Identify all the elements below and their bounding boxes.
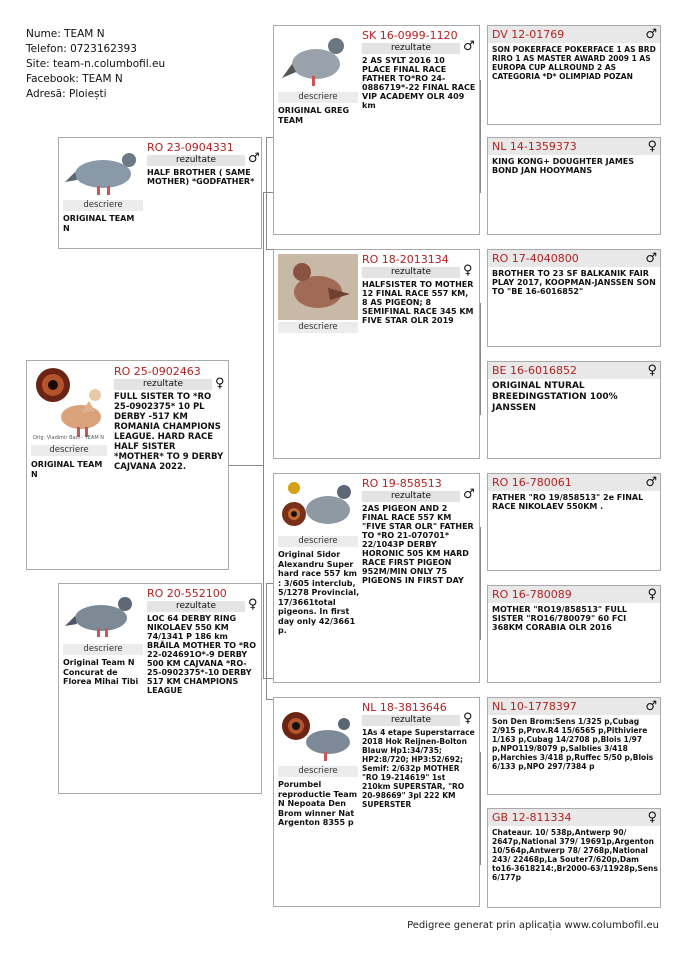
card-header [488, 250, 660, 267]
mother-card[interactable] [58, 583, 262, 794]
male-symbol: ♂ [645, 27, 657, 42]
gg-desc: ORIGINAL NTURAL BREEDINGSTATION 100% JANSSEN [492, 381, 618, 413]
card-header [488, 474, 660, 491]
ff-card[interactable] [273, 25, 480, 235]
father-card[interactable] [58, 137, 262, 249]
pigeon-photo [278, 702, 358, 764]
gg-desc: FATHER "RO 19/858513" 2e FINAL RACE NIKOLAEV 550KM . [492, 493, 644, 511]
female-symbol: ♀ [647, 587, 657, 602]
mm-note: Porumbel reproductie Team N Nepoata Den Brom winner Nat Argenton 8355 p [278, 780, 358, 827]
gg-card[interactable] [487, 808, 661, 908]
mf-card[interactable] [273, 473, 480, 683]
mm-card[interactable] [273, 697, 480, 907]
connector-line [480, 80, 481, 193]
desc-button[interactable]: descriere [278, 766, 358, 777]
connector-line [480, 303, 481, 415]
gg-desc: BROTHER TO 23 SF BALKANIK FAIR PLAY 2017, KOOPMAN-JANSSEN SON TO "BE 16-6016852" [492, 269, 656, 296]
desc-button[interactable]: descriere [278, 92, 358, 103]
mf-note: Original Sidor Alexandru Super hard race 557 km : 3/605 interclub, 5/1278 Provincial, 17/3661total pigeons. In first day only 42/3661 p. [278, 550, 360, 635]
results-label[interactable]: rezultate [362, 491, 460, 502]
male-symbol: ♂ [645, 251, 657, 266]
results-label[interactable]: rezultate [362, 715, 460, 726]
male-symbol: ♂ [463, 39, 475, 54]
father-ring[interactable]: RO 23-0904331 [147, 141, 234, 154]
female-symbol: ♀ [647, 139, 657, 154]
card-header [488, 362, 660, 379]
subject-note: ORIGINAL TEAM N [31, 460, 103, 479]
ff-ring[interactable]: SK 16-0999-1120 [362, 29, 458, 42]
results-label[interactable]: rezultate [362, 267, 460, 278]
female-symbol: ♀ [647, 363, 657, 378]
connector-line [480, 752, 481, 865]
gg-desc: Chateaur. 10/ 538p,Antwerp 90/ 2647p,National 379/ 19691p,Argenton 10/564p,Antwerp 78/ 2768p,National 243/ 22468p,La Souter7/620p,Dam to16-3618214:,Br2000-63/11928p,Sens 6/177p [492, 828, 658, 882]
gg-ring[interactable]: NL 10-1778397 [492, 700, 577, 713]
owner-phone: Telefon: 0723162393 [26, 43, 137, 55]
gg-card[interactable] [487, 137, 661, 235]
mother-ring[interactable]: RO 20-552100 [147, 587, 227, 600]
card-header [488, 809, 660, 826]
male-symbol: ♂ [463, 487, 475, 502]
male-symbol: ♂ [645, 475, 657, 490]
fm-ring[interactable]: RO 18-2013134 [362, 253, 449, 266]
pigeon-photo [31, 365, 107, 443]
gg-desc: Son Den Brom:Sens 1/325 p,Cubag 2/915 p,Prov.R4 15/6565 p,Pithiviere 1/163 p,Cubag 14/2708 p,Blois 1/97 p,NPO119/8079 p,Salblies 3/418 p,Harchies 3/418 p,Ruffec 5/50 p,Blois 6/133 p,NPO 297/7384 p [492, 717, 654, 771]
gg-card[interactable] [487, 473, 661, 571]
results-label[interactable]: rezultate [114, 379, 212, 390]
connector-line [480, 527, 481, 640]
card-header [488, 26, 660, 43]
desc-button[interactable]: descriere [63, 200, 143, 211]
gg-card[interactable] [487, 361, 661, 459]
mf-ring[interactable]: RO 19-858513 [362, 477, 442, 490]
mother-note: Original Team N Concurat de Florea Mihai Tibi [63, 658, 139, 686]
owner-address: Adresă: Ploiești [26, 88, 107, 100]
mother-desc: LOC 64 DERBY RING NIKOLAEV 550 KM 74/1341 P 186 km BRĂILA MOTHER TO *RO 22-024691O*-9 DERBY 500 KM CAJVANA *RO-25-0902375*-10 DERBY 517 KM CHAMPIONS LEAGUE [147, 614, 257, 695]
subject-desc: FULL SISTER TO *RO 25-0902375* 10 PL DERBY -517 KM ROMANIA CHAMPIONS LEAGUE. HARD RACE HALF SISTER *MOTHER* TO 9 DERBY CAJVANA 2022. [114, 392, 224, 472]
gg-ring[interactable]: RO 17-4040800 [492, 252, 579, 265]
connector-line [263, 192, 273, 193]
gg-desc: MOTHER "RO19/858513" FULL SISTER "RO16/780079" 60 FCI 368KM CORABIA OLR 2016 [492, 605, 628, 632]
gg-card[interactable] [487, 249, 661, 347]
gg-ring[interactable]: BE 16-6016852 [492, 364, 577, 377]
desc-button[interactable]: descriere [63, 644, 143, 655]
card-header [488, 586, 660, 603]
female-symbol: ♀ [647, 810, 657, 825]
gg-ring[interactable]: DV 12-01769 [492, 28, 565, 41]
pigeon-photo [278, 254, 358, 320]
subject-card[interactable] [26, 360, 229, 570]
ff-note: ORIGINAL GREG TEAM [278, 106, 350, 125]
gg-card[interactable] [487, 585, 661, 683]
gg-card[interactable] [487, 697, 661, 795]
pigeon-photo [63, 142, 143, 198]
fm-desc: HALFSISTER TO MOTHER 12 FINAL RACE 557 KM, 8 AS PIGEON; 8 SEMIFINAL RACE 345 KM FIVE STAR OLR 2019 [362, 280, 474, 325]
fm-card[interactable] [273, 249, 480, 459]
results-label[interactable]: rezultate [147, 155, 245, 166]
male-symbol: ♂ [645, 699, 657, 714]
male-symbol: ♂ [248, 151, 260, 166]
connector-line [229, 465, 263, 466]
desc-button[interactable]: descriere [278, 322, 358, 333]
mm-desc: 1As 4 etape Superstarrace 2018 Hok Reijnen-Bolton Blauw Hp1:34/735; HP2:8/720; HP3:52/692; Semif: 2/632p MOTHER "RO 19-214619" 1st 210km SUPERSTAR, "RO 20-98669" 3pl 222 KM SUPERSTER [362, 728, 475, 809]
ff-desc: 2 AS SYLT 2016 10 PLACE FINAL RACE FATHER TO*RO 24-0886719*-22 FINAL RACE VIP ACADEMY OLR 409 km [362, 56, 476, 110]
female-symbol: ♀ [463, 711, 473, 726]
gg-ring[interactable]: GB 12-811334 [492, 811, 572, 824]
connector-line [266, 137, 267, 249]
female-symbol: ♀ [248, 597, 258, 612]
gg-desc: KING KONG+ DOUGHTER JAMES BOND JAN HOOYMANS [492, 157, 635, 175]
female-symbol: ♀ [215, 376, 225, 391]
mm-ring[interactable]: NL 18-3813646 [362, 701, 447, 714]
gg-desc: SON POKERFACE POKERFACE 1 AS BRD RIRO 1 AS MASTER AWARD 2009 1 AS EUROPA CUP ALLROUND 2 AS CATEGORIA *D* OLIMPIAD POZAN [492, 45, 656, 81]
photo-caption: Orig. Vladimir Baci - TEAM N [33, 435, 104, 441]
owner-facebook[interactable]: Facebook: TEAM N [26, 73, 123, 85]
owner-site[interactable]: Site: team-n.columbofil.eu [26, 58, 166, 70]
father-note: ORIGINAL TEAM N [63, 214, 135, 233]
father-desc: HALF BROTHER ( SAME MOTHER) *GODFATHER* [147, 168, 255, 186]
gg-ring[interactable]: NL 14-1359373 [492, 140, 577, 153]
desc-button[interactable]: descriere [31, 445, 107, 456]
subject-ring[interactable]: RO 25-0902463 [114, 365, 201, 378]
connector-line [263, 192, 264, 678]
female-symbol: ♀ [463, 263, 473, 278]
pigeon-photo [278, 30, 358, 90]
connector-line [263, 678, 273, 679]
card-header [488, 698, 660, 715]
mf-desc: 2AS PIGEON AND 2 FINAL RACE 557 KM "FIVE STAR OLR" FATHER TO *RO 21-070701* 22/1043P DERBY HORONIC 505 KM HARD RACE FIRST PIGEON 952M/MIN ONLY 75 PIGEONS IN FIRST DAY [362, 504, 474, 585]
pigeon-photo [63, 588, 143, 644]
gg-ring[interactable]: RO 16-780089 [492, 588, 572, 601]
owner-name: Nume: TEAM N [26, 28, 105, 40]
owner-info [26, 27, 165, 102]
results-label[interactable]: rezultate [362, 43, 460, 54]
pigeon-photo [278, 478, 358, 536]
results-label[interactable]: rezultate [147, 601, 245, 612]
gg-ring[interactable]: RO 16-780061 [492, 476, 572, 489]
connector-line [266, 583, 267, 699]
desc-button[interactable]: descriere [278, 536, 358, 547]
gg-card[interactable] [487, 25, 661, 125]
footer-credit: Pedigree generat prin aplicația www.columbofil.eu [407, 920, 659, 931]
card-header [488, 138, 660, 155]
